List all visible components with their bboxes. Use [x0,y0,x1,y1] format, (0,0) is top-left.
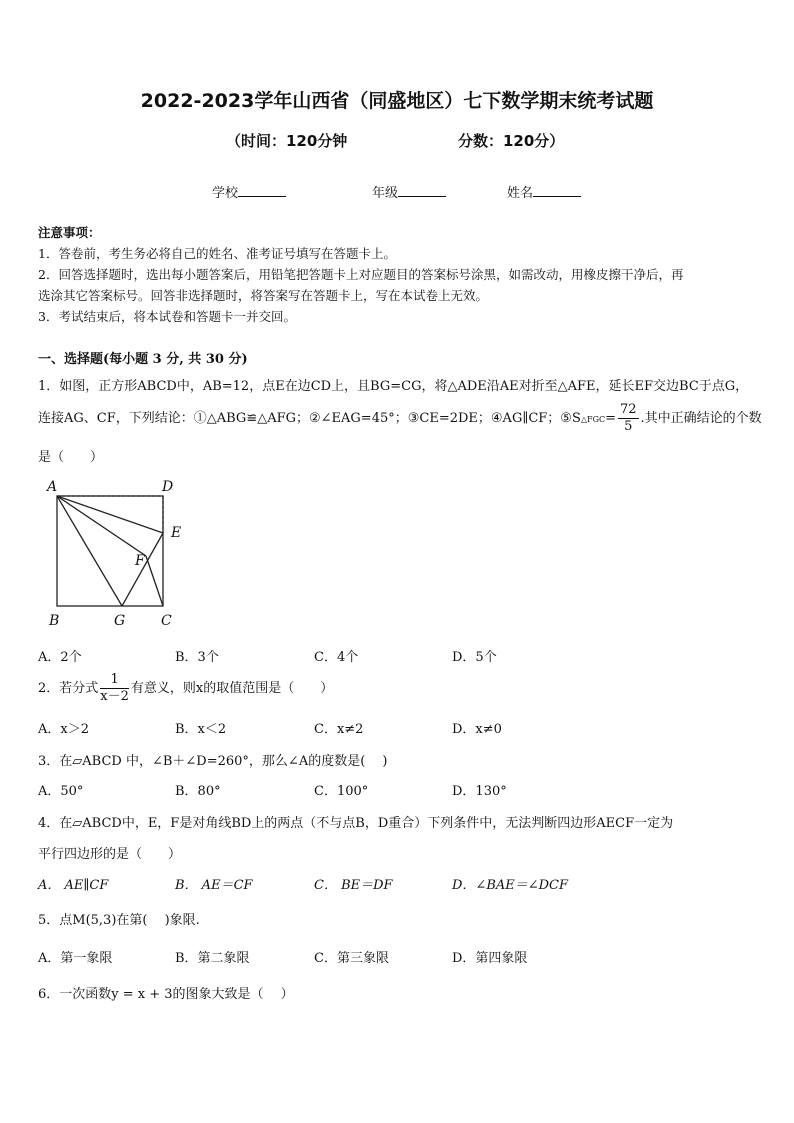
q2-option-b[interactable]: B．x＜2 [175,722,227,737]
q1-frac-num: 72 [619,402,637,417]
q1-area-subscript: △FGC [580,415,606,424]
q2-option-d[interactable]: D．x≠0 [452,722,502,737]
name-blank [533,184,581,197]
grade-label: 年级 [372,186,399,201]
name-field [507,182,581,201]
q4-option-d[interactable]: D．∠BAE＝∠DCF [452,878,569,893]
notice-heading: 注意事项： [38,225,101,240]
q2-stem [38,672,333,705]
q1-line2-text: 连接AG、CF，下列结论：①△ABG≌△AFG；②∠EAG=45°；③CE=2DE；④AG∥CF；⑤S [38,411,581,426]
q1-frac-den: 5 [624,419,633,434]
segment-af [57,496,146,556]
q4-option-c[interactable]: C． BE＝DF [314,878,393,893]
q2-option-c[interactable]: C．x≠2 [314,722,364,737]
label-f: F [135,553,145,569]
section-heading: 一、选择题(每小题 3 分, 共 30 分) [38,352,248,367]
q6-stem: 6．一次函数y = x + 3的图象大致是（ ） [38,987,294,1002]
q1-fraction [618,402,639,435]
label-d: D [162,479,174,495]
q3-stem: 3．在▱ABCD 中，∠B＋∠D=260°，那么∠A的度数是( ) [38,754,388,769]
label-g: G [114,613,126,629]
q3-option-b[interactable]: B．80° [175,784,221,799]
q3-option-c[interactable]: C．100° [314,784,369,799]
notice-block [38,222,763,327]
notice-item: 2．回答选择题时，选出每小题答案后，用铅笔把答题卡上对应题目的答案标号涂黑，如需改动，用橡皮擦干净后，再 [38,267,684,282]
q5-option-b[interactable]: B．第二象限 [175,951,250,966]
q1-option-a[interactable]: A．2个 [38,650,82,665]
q4-line2: 平行四边形的是（ ） [38,847,182,862]
label-c: C [161,613,172,629]
q5-option-c[interactable]: C．第三象限 [314,951,389,966]
exam-title: 2022-2023学年山西省（同盛地区）七下数学期末统考试题 [140,90,654,112]
time-limit: （时间：120分钟 [226,132,348,150]
q1-geometry-figure [38,475,188,635]
q1-line2 [38,402,762,435]
grade-field [372,182,446,201]
q4-option-a[interactable]: A． AE∥CF [38,878,109,893]
q2-fraction [100,672,129,705]
q3-option-d[interactable]: D．130° [452,784,507,799]
q2-frac-den: x－2 [100,689,129,704]
q5-option-a[interactable]: A．第一象限 [38,951,113,966]
q1-line2-end: .其中正确结论的个数 [640,411,762,426]
label-a: A [47,479,58,495]
label-b: B [49,613,60,629]
q2-frac-num: 1 [100,672,129,689]
segment-ae [57,496,163,533]
notice-item: 选涂其它答案标号。回答非选择题时，将答案写在答题卡上，写在本试卷上无效。 [38,288,489,303]
q2-prefix: 2．若分式 [38,681,99,696]
q2-option-a[interactable]: A．x＞2 [38,722,89,737]
q1-option-c[interactable]: C．4个 [314,650,359,665]
segment-fc [146,556,163,606]
school-blank [238,184,286,197]
school-field [212,182,286,201]
q5-stem: 5．点M(5,3)在第( )象限. [38,913,200,928]
q2-suffix: 有意义，则x的取值范围是（ ） [130,681,334,696]
grade-blank [398,184,446,197]
square-abcd [57,496,163,606]
segment-ag [57,496,122,606]
q4-option-b[interactable]: B． AE＝CF [175,878,253,893]
q1-equals: = [605,411,616,426]
q1-option-b[interactable]: B．3个 [175,650,219,665]
q4-line1: 4．在▱ABCD中，E，F是对角线BD上的两点（不与点B，D重合）下列条件中，无法判断四边形AECF一定为 [38,816,674,831]
q5-option-d[interactable]: D．第四象限 [452,951,528,966]
total-score: 分数：120分） [458,132,565,150]
label-e: E [171,525,182,541]
q1-line3: 是（ ） [38,450,104,465]
q3-option-a[interactable]: A．50° [38,784,84,799]
name-label: 姓名 [507,186,534,201]
notice-item: 3．考试结束后，将本试卷和答题卡一并交回。 [38,309,296,324]
school-label: 学校 [212,186,239,201]
q1-line1: 1．如图，正方形ABCD中，AB=12，点E在边CD上，且BG=CG，将△ADE沿AE对折至△AFE，延长EF交边BC于点G， [38,379,749,394]
q1-option-d[interactable]: D．5个 [452,650,497,665]
notice-item: 1．答卷前，考生务必将自己的姓名、准考证号填写在答题卡上。 [38,246,396,261]
